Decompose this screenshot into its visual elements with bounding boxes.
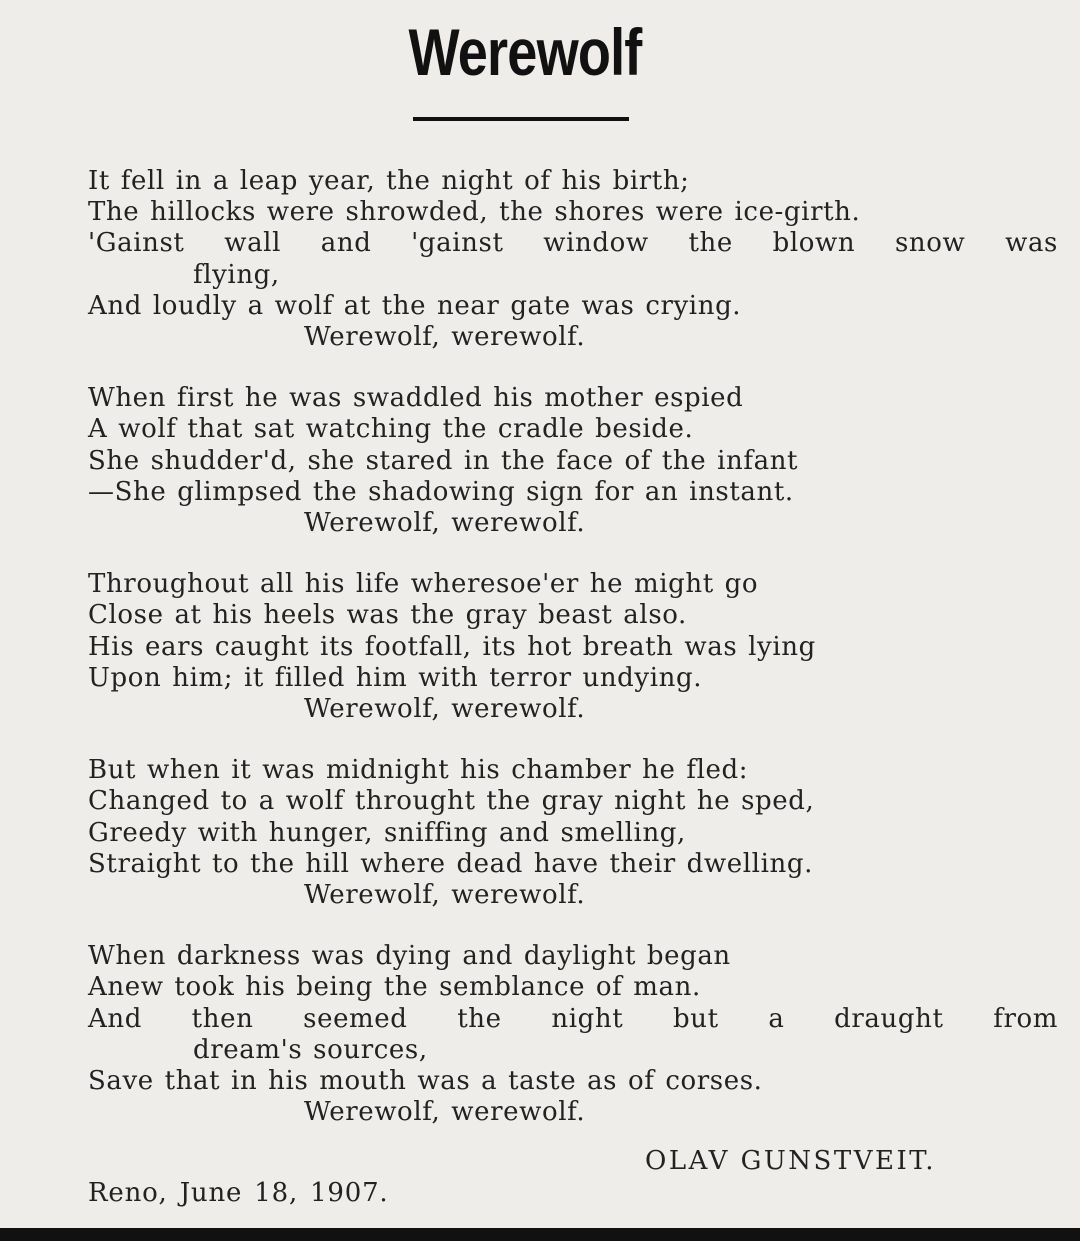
- poem-line: Throughout all his life wheresoe'er he might go: [88, 569, 759, 600]
- poem-title: Werewolf: [408, 15, 642, 89]
- poem-line: The hillocks were shrowded, the shores were ice-girth.: [88, 197, 861, 228]
- title-divider: [413, 117, 629, 121]
- poem-line: But when it was midnight his chamber he fled:: [88, 755, 749, 786]
- poem-line: Straight to the hill where dead have their dwelling.: [88, 848, 813, 879]
- refrain-line: Werewolf, werewolf.: [304, 880, 586, 911]
- refrain-line: Werewolf, werewolf.: [304, 322, 586, 353]
- poem-line: 'Gainst wall and 'gainst window the blown snow was: [88, 228, 1058, 259]
- refrain-line: Werewolf, werewolf.: [304, 694, 586, 725]
- stanza-1: [88, 166, 1063, 353]
- poem-line: And then seemed the night but a draught from: [88, 1003, 1058, 1034]
- refrain-line: Werewolf, werewolf.: [304, 1097, 586, 1128]
- stanza-4: [88, 755, 1063, 911]
- dateline: Reno, June 18, 1907.: [88, 1178, 389, 1208]
- author-signature: OLAV GUNSTVEIT.: [645, 1146, 936, 1176]
- poem-line: —She glimpsed the shadowing sign for an instant.: [88, 476, 794, 507]
- poem-line: Upon him; it filled him with terror undying.: [88, 662, 703, 693]
- stanza-2: [88, 383, 1063, 539]
- stanza-3: [88, 569, 1063, 725]
- refrain-line: Werewolf, werewolf.: [304, 508, 586, 539]
- poem-line: Save that in his mouth was a taste as of corses.: [88, 1066, 763, 1097]
- poem-body: [88, 166, 1063, 1158]
- poem-line: Close at his heels was the gray beast also.: [88, 600, 687, 631]
- poem-line: Greedy with hunger, sniffing and smelling,: [88, 817, 686, 848]
- stanza-5: [88, 941, 1063, 1128]
- poem-line-continuation: dream's sources,: [193, 1034, 428, 1065]
- poem-line: Changed to a wolf throught the gray night he sped,: [88, 786, 815, 817]
- poem-line: A wolf that sat watching the cradle beside.: [88, 414, 694, 445]
- poem-line: His ears caught its footfall, its hot breath was lying: [88, 631, 816, 662]
- bottom-border: [0, 1228, 1080, 1241]
- poem-line-continuation: flying,: [193, 259, 280, 290]
- poem-line: Anew took his being the semblance of man.: [88, 972, 701, 1003]
- poem-line: When darkness was dying and daylight began: [88, 941, 731, 972]
- poem-line: She shudder'd, she stared in the face of the infant: [88, 445, 799, 476]
- poem-line: It fell in a leap year, the night of his birth;: [88, 166, 690, 196]
- poem-line: And loudly a wolf at the near gate was crying.: [88, 290, 742, 321]
- poem-line: When first he was swaddled his mother espied: [88, 383, 744, 414]
